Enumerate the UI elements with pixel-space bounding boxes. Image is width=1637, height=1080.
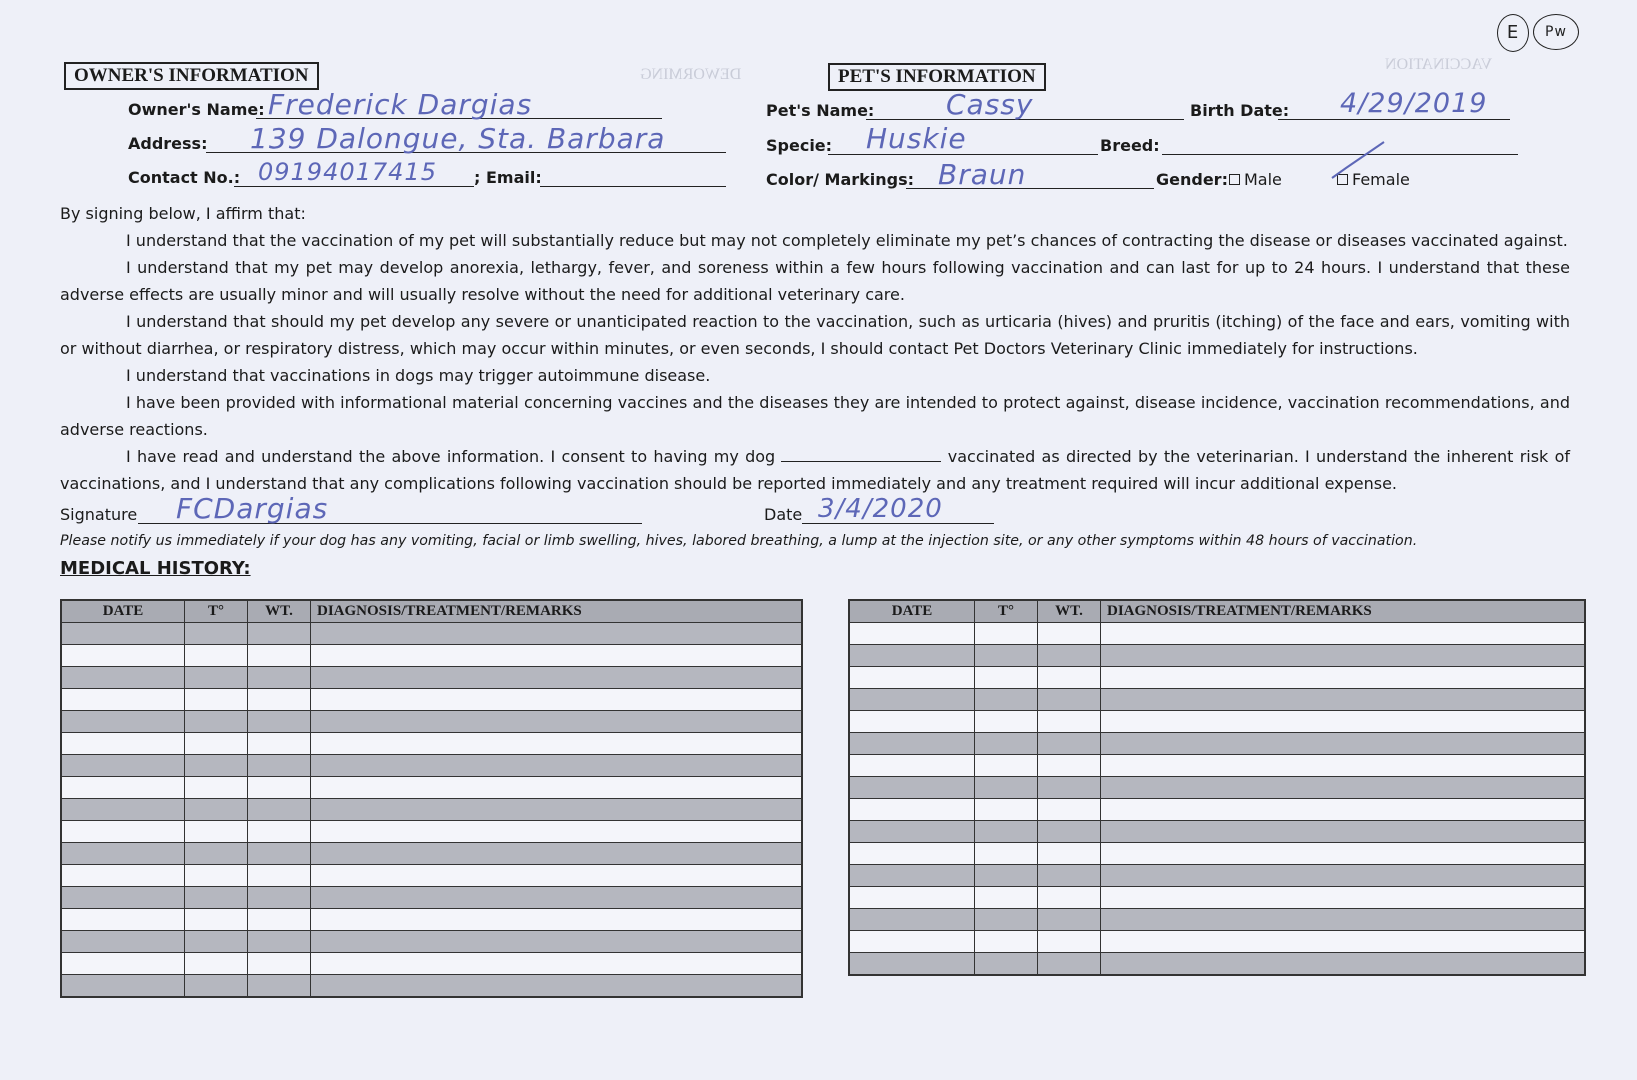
owner-name-label: Owner's Name: <box>128 100 265 119</box>
table-cell[interactable] <box>1101 777 1586 799</box>
table-cell[interactable] <box>849 623 975 645</box>
table-cell[interactable] <box>1038 733 1101 755</box>
table-row <box>61 843 802 865</box>
signature-label: Signature <box>60 505 138 524</box>
owner-name-value[interactable]: Frederick Dargias <box>268 88 533 121</box>
consent-paragraph-4: I understand that vaccinations in dogs may trigger autoimmune disease. <box>126 366 711 385</box>
table-cell[interactable] <box>311 733 803 755</box>
table-row <box>849 711 1585 733</box>
table-cell[interactable] <box>185 799 248 821</box>
col-date-header: DATE <box>849 600 975 623</box>
table-cell[interactable] <box>1101 865 1586 887</box>
table-row <box>61 887 802 909</box>
male-checkbox[interactable] <box>1229 174 1240 185</box>
email-line <box>540 186 726 187</box>
table-cell[interactable] <box>1038 667 1101 689</box>
table-cell[interactable] <box>849 711 975 733</box>
corner-mark-pw: Pw <box>1533 14 1579 50</box>
table-row <box>849 931 1585 953</box>
table-cell[interactable] <box>248 953 311 975</box>
table-cell[interactable] <box>61 711 185 733</box>
specie-value[interactable]: Huskie <box>866 122 967 155</box>
consent-intro: By signing below, I affirm that: <box>60 204 306 223</box>
table-cell[interactable] <box>248 843 311 865</box>
table-cell[interactable] <box>248 667 311 689</box>
table-cell[interactable] <box>849 777 975 799</box>
table-cell[interactable] <box>248 799 311 821</box>
table-cell[interactable] <box>975 909 1038 931</box>
table-cell[interactable] <box>311 645 803 667</box>
table-row <box>61 777 802 799</box>
col-temp-header: T° <box>185 600 248 623</box>
table-cell[interactable] <box>248 689 311 711</box>
table-cell[interactable] <box>185 909 248 931</box>
medical-history-table-right <box>848 599 1586 976</box>
table-cell[interactable] <box>248 623 311 645</box>
table-cell[interactable] <box>975 931 1038 953</box>
address-value[interactable]: 139 Dalongue, Sta. Barbara <box>250 122 666 155</box>
table-cell[interactable] <box>1038 755 1101 777</box>
table-cell[interactable] <box>185 733 248 755</box>
table-cell[interactable] <box>185 689 248 711</box>
table-cell[interactable] <box>849 645 975 667</box>
contact-value[interactable]: 09194017415 <box>258 158 437 186</box>
table-cell[interactable] <box>975 733 1038 755</box>
table-cell[interactable] <box>311 711 803 733</box>
table-cell[interactable] <box>248 931 311 953</box>
female-check-mark-icon <box>1328 138 1388 184</box>
table-row <box>849 887 1585 909</box>
table-cell[interactable] <box>1038 623 1101 645</box>
table-cell[interactable] <box>311 821 803 843</box>
table-cell[interactable] <box>849 733 975 755</box>
table-cell[interactable] <box>1101 733 1586 755</box>
bleed-through-text: DEWORMING <box>640 66 742 83</box>
birth-date-label: Birth Date: <box>1190 101 1290 120</box>
table-cell[interactable] <box>61 799 185 821</box>
table-cell[interactable] <box>311 689 803 711</box>
table-cell[interactable] <box>975 711 1038 733</box>
consent-paragraph-2: I understand that my pet may develop anorexia, lethargy, fever, and soreness within a few hours following vaccination and can last for up to 24 hours. I understand that these adverse effects are usually minor and will usually resolve without the need for additional veterinary care. <box>60 258 1570 304</box>
table-cell[interactable] <box>311 799 803 821</box>
table-cell[interactable] <box>849 821 975 843</box>
table-row <box>61 953 802 975</box>
table-cell[interactable] <box>975 821 1038 843</box>
table-row <box>61 865 802 887</box>
table-cell[interactable] <box>311 975 803 998</box>
pet-name-label: Pet's Name: <box>766 101 875 120</box>
dog-name-blank[interactable] <box>781 447 941 462</box>
table-cell[interactable] <box>849 865 975 887</box>
table-cell[interactable] <box>311 953 803 975</box>
table-cell[interactable] <box>975 667 1038 689</box>
table-cell[interactable] <box>185 865 248 887</box>
table-cell[interactable] <box>311 931 803 953</box>
table-cell[interactable] <box>1038 953 1101 976</box>
table-cell[interactable] <box>1101 623 1586 645</box>
table-cell[interactable] <box>185 931 248 953</box>
table-cell[interactable] <box>311 755 803 777</box>
col-temp-header: T° <box>975 600 1038 623</box>
table-row <box>849 821 1585 843</box>
col-weight-header: WT. <box>248 600 311 623</box>
table-cell[interactable] <box>975 777 1038 799</box>
table-cell[interactable] <box>849 755 975 777</box>
table-cell[interactable] <box>1101 909 1586 931</box>
table-cell[interactable] <box>849 909 975 931</box>
corner-mark-e: E <box>1497 14 1529 52</box>
table-cell[interactable] <box>185 953 248 975</box>
table-cell[interactable] <box>849 843 975 865</box>
pet-name-value[interactable]: Cassy <box>946 88 1034 121</box>
table-row <box>61 623 802 645</box>
table-row <box>61 711 802 733</box>
table-cell[interactable] <box>185 843 248 865</box>
table-cell[interactable] <box>849 799 975 821</box>
table-cell[interactable] <box>61 953 185 975</box>
table-row <box>849 733 1585 755</box>
table-cell[interactable] <box>975 645 1038 667</box>
table-row <box>61 689 802 711</box>
consent-paragraph-6-start: I have read and understand the above information. I consent to having my dog <box>126 447 776 466</box>
table-cell[interactable] <box>61 843 185 865</box>
table-cell[interactable] <box>185 755 248 777</box>
table-cell[interactable] <box>248 887 311 909</box>
table-row <box>849 909 1585 931</box>
table-cell[interactable] <box>185 711 248 733</box>
table-cell[interactable] <box>975 953 1038 976</box>
table-cell[interactable] <box>1101 689 1586 711</box>
consent-paragraph-6 <box>60 443 1570 497</box>
table-cell[interactable] <box>185 667 248 689</box>
table-cell[interactable] <box>248 865 311 887</box>
email-label: ; Email: <box>474 168 542 187</box>
table-cell[interactable] <box>248 909 311 931</box>
color-markings-label: Color/ Markings: <box>766 170 915 189</box>
notice-text: Please notify us immediately if your dog has any vomiting, facial or limb swelling, hives, labored breathing, a lump at the injection site, or any other symptoms within 48 hours of vaccination. <box>60 533 1418 549</box>
specie-label: Specie: <box>766 136 833 155</box>
table-row <box>849 799 1585 821</box>
table-cell[interactable] <box>1101 887 1586 909</box>
table-row <box>61 733 802 755</box>
table-row <box>61 667 802 689</box>
table-row <box>849 645 1585 667</box>
table-cell[interactable] <box>1101 821 1586 843</box>
table-cell[interactable] <box>248 733 311 755</box>
table-cell[interactable] <box>61 865 185 887</box>
table-cell[interactable] <box>61 733 185 755</box>
table-cell[interactable] <box>248 821 311 843</box>
table-cell[interactable] <box>61 645 185 667</box>
table-row <box>61 755 802 777</box>
table-cell[interactable] <box>1038 711 1101 733</box>
table-cell[interactable] <box>61 821 185 843</box>
table-cell[interactable] <box>311 777 803 799</box>
medical-history-table-left <box>60 599 803 998</box>
col-date-header: DATE <box>61 600 185 623</box>
table-cell[interactable] <box>61 887 185 909</box>
table-cell[interactable] <box>849 953 975 976</box>
table-cell[interactable] <box>975 755 1038 777</box>
gender-male-option[interactable] <box>1226 170 1282 190</box>
table-cell[interactable] <box>1101 755 1586 777</box>
date-value[interactable]: 3/4/2020 <box>818 494 943 524</box>
table-cell[interactable] <box>849 689 975 711</box>
address-label: Address: <box>128 134 208 153</box>
table-cell[interactable] <box>61 777 185 799</box>
table-row <box>61 799 802 821</box>
table-cell[interactable] <box>61 755 185 777</box>
col-diagnosis-header: DIAGNOSIS/TREATMENT/REMARKS <box>1101 600 1586 623</box>
table-row <box>61 931 802 953</box>
table-cell[interactable] <box>975 623 1038 645</box>
table-cell[interactable] <box>1038 865 1101 887</box>
color-markings-value[interactable]: Braun <box>938 158 1027 191</box>
col-diagnosis-header: DIAGNOSIS/TREATMENT/REMARKS <box>311 600 803 623</box>
table-cell[interactable] <box>61 931 185 953</box>
table-cell[interactable] <box>311 667 803 689</box>
table-cell[interactable] <box>1101 645 1586 667</box>
table-cell[interactable] <box>248 755 311 777</box>
table-row <box>61 975 802 998</box>
consent-paragraph-5: I have been provided with informational material concerning vaccines and the diseases they are intended to protect against, disease incidence, vaccination recommendations, and adverse reactions. <box>60 393 1570 439</box>
consent-paragraph-1: I understand that the vaccination of my pet will substantially reduce but may not completely eliminate my pet’s chances of contracting the disease or diseases vaccinated against. <box>126 231 1568 250</box>
owner-section-title: OWNER'S INFORMATION <box>64 62 319 90</box>
table-cell[interactable] <box>311 623 803 645</box>
table-cell[interactable] <box>248 975 311 998</box>
table-cell[interactable] <box>1101 953 1586 976</box>
birth-date-line <box>1278 119 1510 120</box>
table-cell[interactable] <box>1038 931 1101 953</box>
consent-paragraph-6-end: vaccinated as directed by the veterinarian. I understand the inherent risk of vaccinations, and I understand that any complications following vaccination should be reported immediately and any treatment required will incur additional expense. <box>60 447 1570 493</box>
table-row <box>849 953 1585 976</box>
breed-label: Breed: <box>1100 136 1160 155</box>
table-cell[interactable] <box>185 887 248 909</box>
table-cell[interactable] <box>311 865 803 887</box>
table-cell[interactable] <box>975 865 1038 887</box>
table-cell[interactable] <box>849 667 975 689</box>
bleed-through-text: VACCINATION <box>1385 56 1493 73</box>
table-cell[interactable] <box>975 689 1038 711</box>
table-cell[interactable] <box>185 777 248 799</box>
table-row <box>849 865 1585 887</box>
table-cell[interactable] <box>1101 843 1586 865</box>
table-cell[interactable] <box>1101 931 1586 953</box>
male-label: Male <box>1244 170 1282 189</box>
contact-label: Contact No.: <box>128 168 241 187</box>
consent-paragraph-3: I understand that should my pet develop any severe or unanticipated reaction to the vaccination, such as urticaria (hives) and pruritis (itching) of the face and ears, vomiting with or without diarrhea, or respiratory distress, which may occur within minutes, or even seconds, I should contact Pet Doctors Veterinary Clinic immediately for instructions. <box>60 312 1570 358</box>
table-cell[interactable] <box>1038 909 1101 931</box>
table-cell[interactable] <box>311 909 803 931</box>
table-row <box>849 777 1585 799</box>
table-cell[interactable] <box>185 821 248 843</box>
table-cell[interactable] <box>1038 799 1101 821</box>
table-cell[interactable] <box>1101 711 1586 733</box>
table-cell[interactable] <box>975 843 1038 865</box>
table-row <box>849 667 1585 689</box>
table-cell[interactable] <box>1038 777 1101 799</box>
date-label: Date <box>764 505 803 524</box>
table-cell[interactable] <box>1038 887 1101 909</box>
table-cell[interactable] <box>185 645 248 667</box>
table-cell[interactable] <box>849 887 975 909</box>
table-cell[interactable] <box>975 887 1038 909</box>
table-cell[interactable] <box>185 975 248 998</box>
table-cell[interactable] <box>849 931 975 953</box>
table-row <box>849 843 1585 865</box>
pet-section-title: PET'S INFORMATION <box>828 63 1046 91</box>
table-row <box>849 689 1585 711</box>
table-cell[interactable] <box>185 623 248 645</box>
table-cell[interactable] <box>61 909 185 931</box>
table-row <box>61 645 802 667</box>
table-cell[interactable] <box>248 645 311 667</box>
table-cell[interactable] <box>1038 843 1101 865</box>
birth-date-value[interactable]: 4/29/2019 <box>1340 88 1488 119</box>
medical-history-title: MEDICAL HISTORY: <box>60 558 251 579</box>
table-cell[interactable] <box>248 777 311 799</box>
table-cell[interactable] <box>1038 689 1101 711</box>
table-cell[interactable] <box>248 711 311 733</box>
table-cell[interactable] <box>1101 667 1586 689</box>
table-cell[interactable] <box>1101 799 1586 821</box>
table-cell[interactable] <box>61 689 185 711</box>
table-cell[interactable] <box>61 623 185 645</box>
table-row <box>849 623 1585 645</box>
gender-label: Gender: <box>1156 170 1228 189</box>
table-cell[interactable] <box>975 799 1038 821</box>
table-row <box>61 821 802 843</box>
signature-value[interactable]: FCDargias <box>176 492 329 525</box>
table-cell[interactable] <box>1038 645 1101 667</box>
table-row <box>849 755 1585 777</box>
table-row <box>61 909 802 931</box>
table-cell[interactable] <box>1038 821 1101 843</box>
table-cell[interactable] <box>61 667 185 689</box>
table-cell[interactable] <box>61 975 185 998</box>
col-weight-header: WT. <box>1038 600 1101 623</box>
contact-line <box>234 186 474 187</box>
table-cell[interactable] <box>311 887 803 909</box>
female-label: Female <box>1352 170 1410 189</box>
table-cell[interactable] <box>311 843 803 865</box>
